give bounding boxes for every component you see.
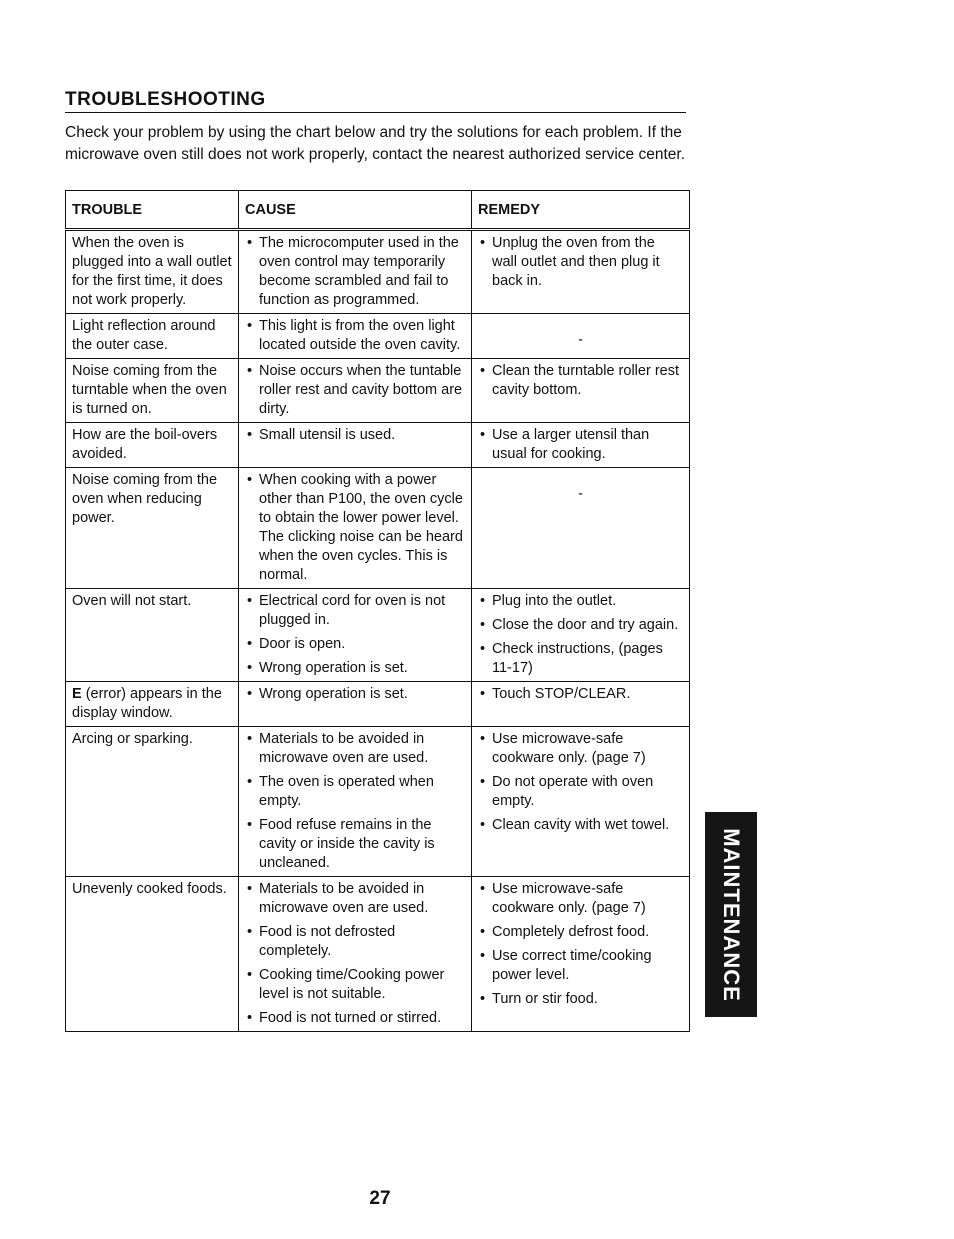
remedy-item: • Use microwave-safe cookware only. (page 7) [478,880,683,918]
remedy-item: • Touch STOP/CLEAR. [478,685,683,704]
trouble-text: (error) appears in the display window. [72,686,222,721]
remedy-item: • Clean cavity with wet towel. [478,816,683,835]
table-row [66,589,690,682]
remedy-cell [472,359,690,423]
remedy-list [478,880,683,1009]
cause-item: • Door is open. [245,635,465,654]
remedy-cell [472,314,690,359]
cause-item: • Cooking time/Cooking power level is not suitable. [245,966,465,1004]
trouble-cell [66,423,239,468]
remedy-cell [472,230,690,314]
cause-item: • Wrong operation is set. [245,685,465,704]
cause-cell [239,727,472,877]
cause-cell [239,359,472,423]
table-row [66,359,690,423]
cause-cell [239,682,472,727]
cause-list [245,880,465,1028]
cause-item: • Food is not defrosted completely. [245,923,465,961]
trouble-cell [66,877,239,1032]
remedy-item: • Unplug the oven from the wall outlet and then plug it back in. [478,234,683,291]
remedy-item: • Use correct time/cooking power level. [478,947,683,985]
table-row [66,423,690,468]
cause-cell [239,314,472,359]
remedy-cell [472,682,690,727]
cause-item: • Wrong operation is set. [245,659,465,678]
cause-list [245,730,465,873]
cause-item: • Noise occurs when the tuntable roller rest and cavity bottom are dirty. [245,362,465,419]
cause-list [245,685,465,704]
trouble-cell [66,314,239,359]
remedy-cell [472,727,690,877]
page-title: TROUBLESHOOTING [65,89,266,110]
cause-list [245,362,465,419]
cause-cell [239,877,472,1032]
trouble-text: Oven will not start. [72,593,192,609]
troubleshooting-table [65,190,690,1032]
trouble-cell [66,230,239,314]
remedy-item: • Clean the turntable roller rest cavity bottom. [478,362,683,400]
cause-list [245,426,465,445]
cause-list [245,471,465,585]
trouble-cell [66,682,239,727]
trouble-cell [66,468,239,589]
remedy-item: • Check instructions, (pages 11-17) [478,640,683,678]
intro-text: Check your problem by using the chart below and try the solutions for each problem. If the microwave oven still does not work properly, contact the nearest authorized service center. [65,124,686,163]
remedy-dash: - [578,332,583,348]
table-row [66,468,690,589]
cause-list [245,234,465,310]
header-cause: CAUSE [239,191,472,230]
trouble-text: Noise coming from the oven when reducing power. [72,472,218,526]
cause-item: • The microcomputer used in the oven control may temporarily become scrambled and fail to function as programmed. [245,234,465,310]
cause-item: • Food is not turned or stirred. [245,1009,465,1028]
remedy-item: • Turn or stir food. [478,990,683,1009]
remedy-item: • Do not operate with oven empty. [478,773,683,811]
table-row [66,230,690,314]
trouble-cell [66,589,239,682]
trouble-text: When the oven is plugged into a wall outlet for the first time, it does not work properly. [72,235,232,308]
table-row [66,682,690,727]
remedy-list [478,730,683,835]
section-tab [705,812,757,1017]
trouble-text: Noise coming from the turntable when the oven is turned on. [72,363,227,417]
cause-cell [239,468,472,589]
remedy-item: • Use microwave-safe cookware only. (page 7) [478,730,683,768]
cause-cell [239,423,472,468]
trouble-cell [66,727,239,877]
trouble-text: Light reflection around the outer case. [72,318,216,353]
remedy-item: • Completely defrost food. [478,923,683,942]
cause-item: • When cooking with a power other than P100, the oven cycle to obtain the lower power level. The clicking noise can be heard when the oven cycles. This is normal. [245,471,465,585]
header-remedy: REMEDY [472,191,690,230]
cause-list [245,317,465,355]
remedy-item: • Close the door and try again. [478,616,683,635]
title-underline [65,112,686,113]
header-trouble: TROUBLE [66,191,239,230]
section-tab-label: MAINTENANCE [719,827,744,1002]
trouble-text: Arcing or sparking. [72,731,193,747]
remedy-list [478,592,683,678]
trouble-text: How are the boil-overs avoided. [72,427,218,462]
error-code: E [72,686,82,702]
trouble-text: Unevenly cooked foods. [72,881,227,897]
remedy-list [478,685,683,704]
cause-cell [239,230,472,314]
remedy-cell [472,877,690,1032]
remedy-dash: - [578,486,583,502]
remedy-cell [472,589,690,682]
cause-item: • The oven is operated when empty. [245,773,465,811]
table-row [66,877,690,1032]
remedy-item: • Plug into the outlet. [478,592,683,611]
remedy-list [478,362,683,400]
cause-item: • Electrical cord for oven is not plugged in. [245,592,465,630]
cause-item: • Small utensil is used. [245,426,465,445]
page-number: 27 [369,1188,391,1209]
remedy-cell [472,423,690,468]
cause-item: • Food refuse remains in the cavity or inside the cavity is uncleaned. [245,816,465,873]
table-row [66,314,690,359]
remedy-list [478,426,683,464]
cause-list [245,592,465,678]
cause-cell [239,589,472,682]
cause-item: • Materials to be avoided in microwave oven are used. [245,880,465,918]
trouble-cell [66,359,239,423]
remedy-item: • Use a larger utensil than usual for cooking. [478,426,683,464]
cause-item: • This light is from the oven light located outside the oven cavity. [245,317,465,355]
table-header-row [66,191,690,230]
table-row [66,727,690,877]
remedy-list [478,234,683,291]
cause-item: • Materials to be avoided in microwave oven are used. [245,730,465,768]
remedy-cell [472,468,690,589]
